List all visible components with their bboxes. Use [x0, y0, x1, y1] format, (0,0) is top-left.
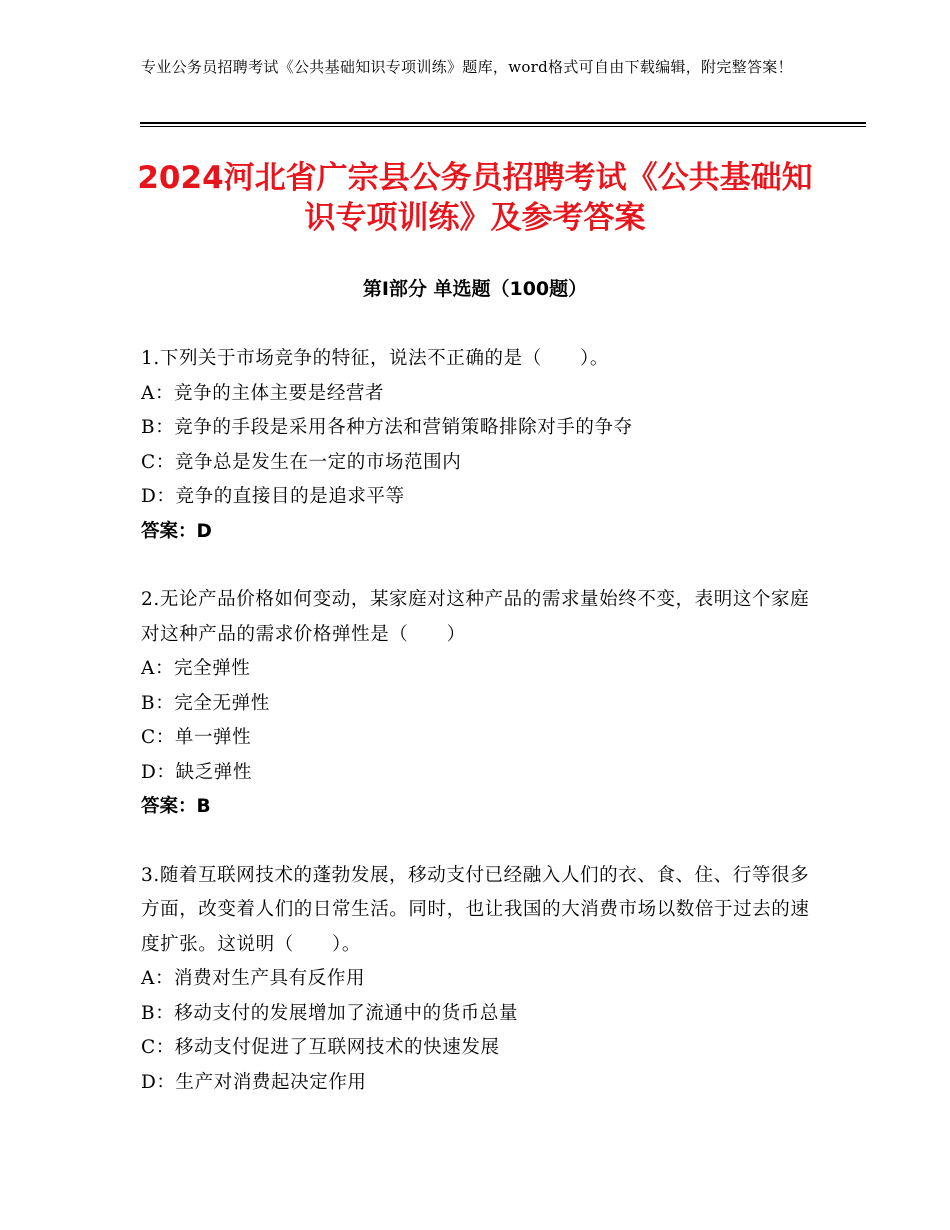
question-2 — [141, 583, 821, 825]
option-b: B：竞争的手段是采用各种方法和营销策略排除对手的争夺 — [141, 417, 633, 438]
header-note: 专业公务员招聘考试《公共基础知识专项训练》题库，word格式可自由下载编辑，附完整答案！ — [141, 58, 793, 76]
document-title: 2024河北省广宗县公务员招聘考试《公共基础知识专项训练》及参考答案 — [137, 160, 813, 236]
option-d: D：生产对消费起决定作用 — [141, 1071, 367, 1093]
question-stem: 3.随着互联网技术的蓬勃发展，移动支付已经融入人们的衣、食、住、行等很多方面，改变着人们的日常生活。同时，也让我国的大消费市场以数倍于过去的速度扩张。这说明（ ）。 — [141, 864, 810, 955]
header-divider-thin — [140, 126, 866, 127]
option-a: A：完全弹性 — [141, 658, 251, 679]
question-1 — [141, 342, 821, 549]
option-d: D：竞争的直接目的是追求平等 — [141, 486, 405, 507]
option-a: A：消费对生产具有反作用 — [141, 968, 366, 989]
option-d: D：缺乏弹性 — [141, 761, 252, 783]
option-b: B：完全无弹性 — [141, 692, 270, 714]
option-a: A：竞争的主体主要是经营者 — [141, 382, 385, 404]
question-stem: 2.无论产品价格如何变动，某家庭对这种产品的需求量始终不变，表明这个家庭对这种产品的需求价格弹性是（ ） — [141, 589, 810, 645]
option-c: C：移动支付促进了互联网技术的快速发展 — [141, 1037, 500, 1058]
option-b: B：移动支付的发展增加了流通中的货币总量 — [141, 1002, 519, 1024]
question-3 — [141, 859, 821, 1101]
answer-line: 答案：D — [141, 520, 212, 542]
option-c: C：单一弹性 — [141, 727, 252, 748]
answer-line: 答案：B — [141, 796, 211, 817]
question-list — [141, 342, 821, 1134]
section-heading: 第Ⅰ部分 单选题（100题） — [362, 278, 588, 300]
question-stem: 1.下列关于市场竞争的特征，说法不正确的是（ ）。 — [141, 348, 610, 369]
option-c: C：竞争总是发生在一定的市场范围内 — [141, 451, 462, 473]
header-divider-thick — [140, 122, 866, 124]
